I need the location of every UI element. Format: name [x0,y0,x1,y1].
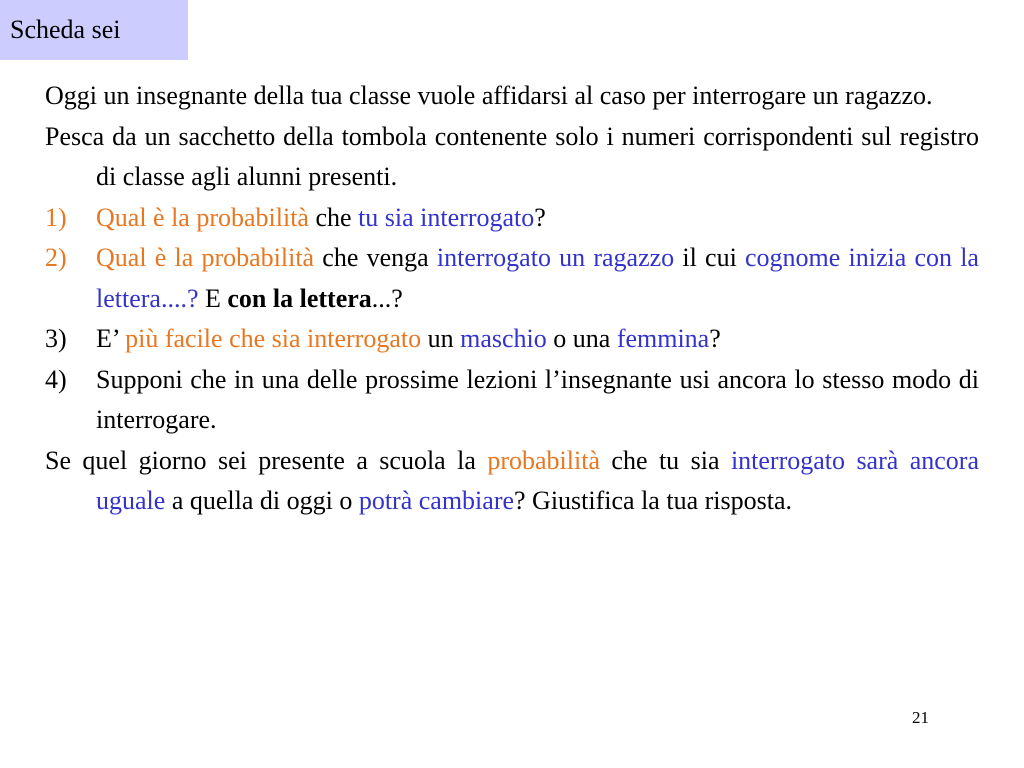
q1-blue-text: tu sia interrogato [358,202,535,232]
q4-text: Supponi che in una delle prossime lezioni l’insegnante usi ancora lo stesso modo di interrogare. [96,364,979,434]
q3-blue-text-2: femmina [616,324,710,353]
closing-text-3: a quella di oggi o [165,486,359,515]
q2-end: ...? [371,283,403,313]
question-4 [45,360,979,441]
q1-end: ? [534,202,546,232]
q2-text-3: E [198,283,228,313]
q2-blue-text-1: interrogato un ragazzo [436,243,675,272]
q2-bold-text: con la lettera [227,283,372,313]
slide-title-tab [0,0,188,60]
question-1-number: 1) [45,202,67,232]
q2-orange-text: Qual è la probabilità [96,243,315,272]
q3-text-2: un [421,324,461,353]
q3-orange-text: più facile che sia interrogato [125,324,422,353]
q2-text-1: che venga [314,243,437,272]
q3-blue-text-1: maschio [460,324,547,353]
closing-text-2: che tu sia [600,445,731,475]
question-3 [45,319,979,360]
q3-text-1: E’ [96,324,126,353]
question-1 [45,198,979,239]
question-2-number: 2) [45,243,67,272]
closing-blue-text-2: potrà cambiare [358,486,515,515]
q3-text-3: o una [546,324,617,353]
q2-blue-text-2: cognome inizia con la lettera....? [96,243,979,313]
q2-text-2: il cui [674,243,745,272]
closing-text-4: ? Giustifica la tua risposta. [514,486,792,515]
q3-end: ? [709,324,721,353]
closing-paragraph [45,441,979,522]
page-number: 21 [912,708,929,727]
question-4-number: 4) [45,364,67,394]
q1-text: che [308,202,359,232]
slide-body [45,76,979,522]
q1-orange-text: Qual è la probabilità [96,202,309,232]
intro-paragraph-1: Oggi un insegnante della tua classe vuole affidarsi al caso per interrogare un ragazzo. [45,81,933,110]
closing-text-1: Se quel giorno sei presente a scuola la [45,445,488,475]
closing-orange-text: probabilità [487,445,600,475]
closing-blue-text-1: interrogato sarà ancora uguale [96,445,980,515]
question-2 [45,238,979,319]
intro-paragraph-2: Pesca da un sacchetto della tombola contenente solo i numeri corrispondenti sul registro di classe agli alunni presenti. [45,121,979,191]
slide-title: Scheda sei [10,15,121,44]
question-3-number: 3) [45,324,67,353]
